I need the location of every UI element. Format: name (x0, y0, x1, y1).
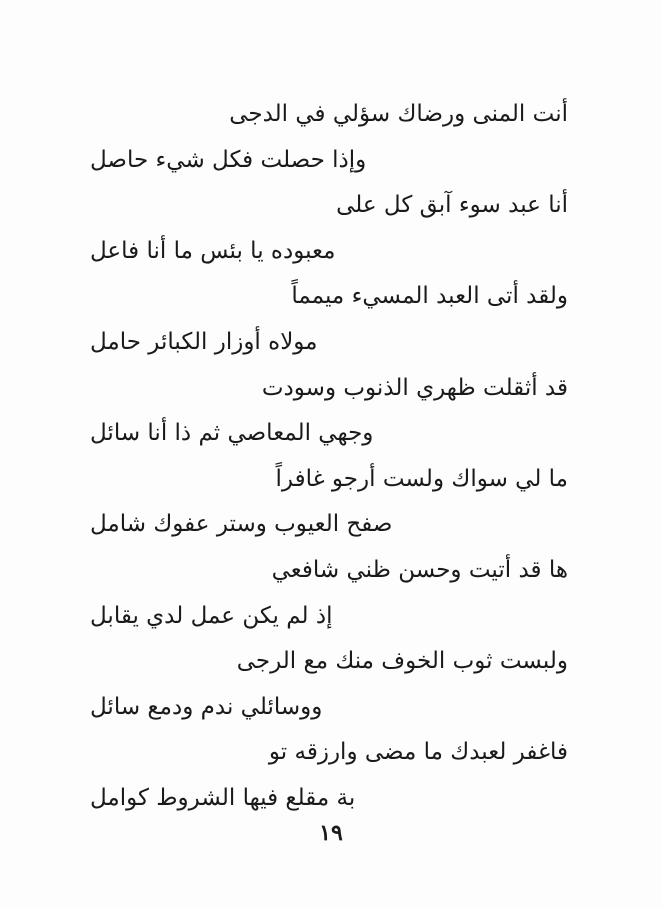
verse-line: إذ لم يكن عمل لدي يقابل (90, 602, 333, 629)
page-number: ١٩ (319, 820, 343, 846)
verse-line: بة مقلع فيها الشروط كوامل (90, 784, 356, 811)
poem-text (90, 92, 568, 822)
verse-line: فاغفر لعبدك ما مضى وارزقه تو (268, 739, 568, 766)
verse-line: وجهي المعاصي ثم ذا أنا سائل (90, 420, 374, 447)
verse-line: وإذا حصلت فكل شيء حاصل (90, 146, 367, 173)
verse-line: ولبست ثوب الخوف منك مع الرجى (236, 648, 568, 675)
verse-line: معبوده يا بئس ما أنا فاعل (90, 237, 336, 264)
verse-line: أنت المنى ورضاك سؤلي في الدجى (229, 101, 568, 127)
verse-line: ما لي سواك ولست أرجو غافراً (275, 465, 568, 492)
verse-line: ها قد أتيت وحسن ظني شافعي (271, 556, 568, 583)
verse-line: ووسائلي ندم ودمع سائل (90, 693, 323, 720)
verse-line: أنا عبد سوء آبق كل على (336, 192, 568, 219)
verse-line: قد أثقلت ظهري الذنوب وسودت (261, 374, 568, 401)
verse-line: ولقد أتى العبد المسيء ميمماً (291, 283, 568, 310)
verse-line: مولاه أوزار الكبائر حامل (90, 328, 318, 355)
verse-line: صفح العيوب وستر عفوك شامل (90, 511, 393, 538)
